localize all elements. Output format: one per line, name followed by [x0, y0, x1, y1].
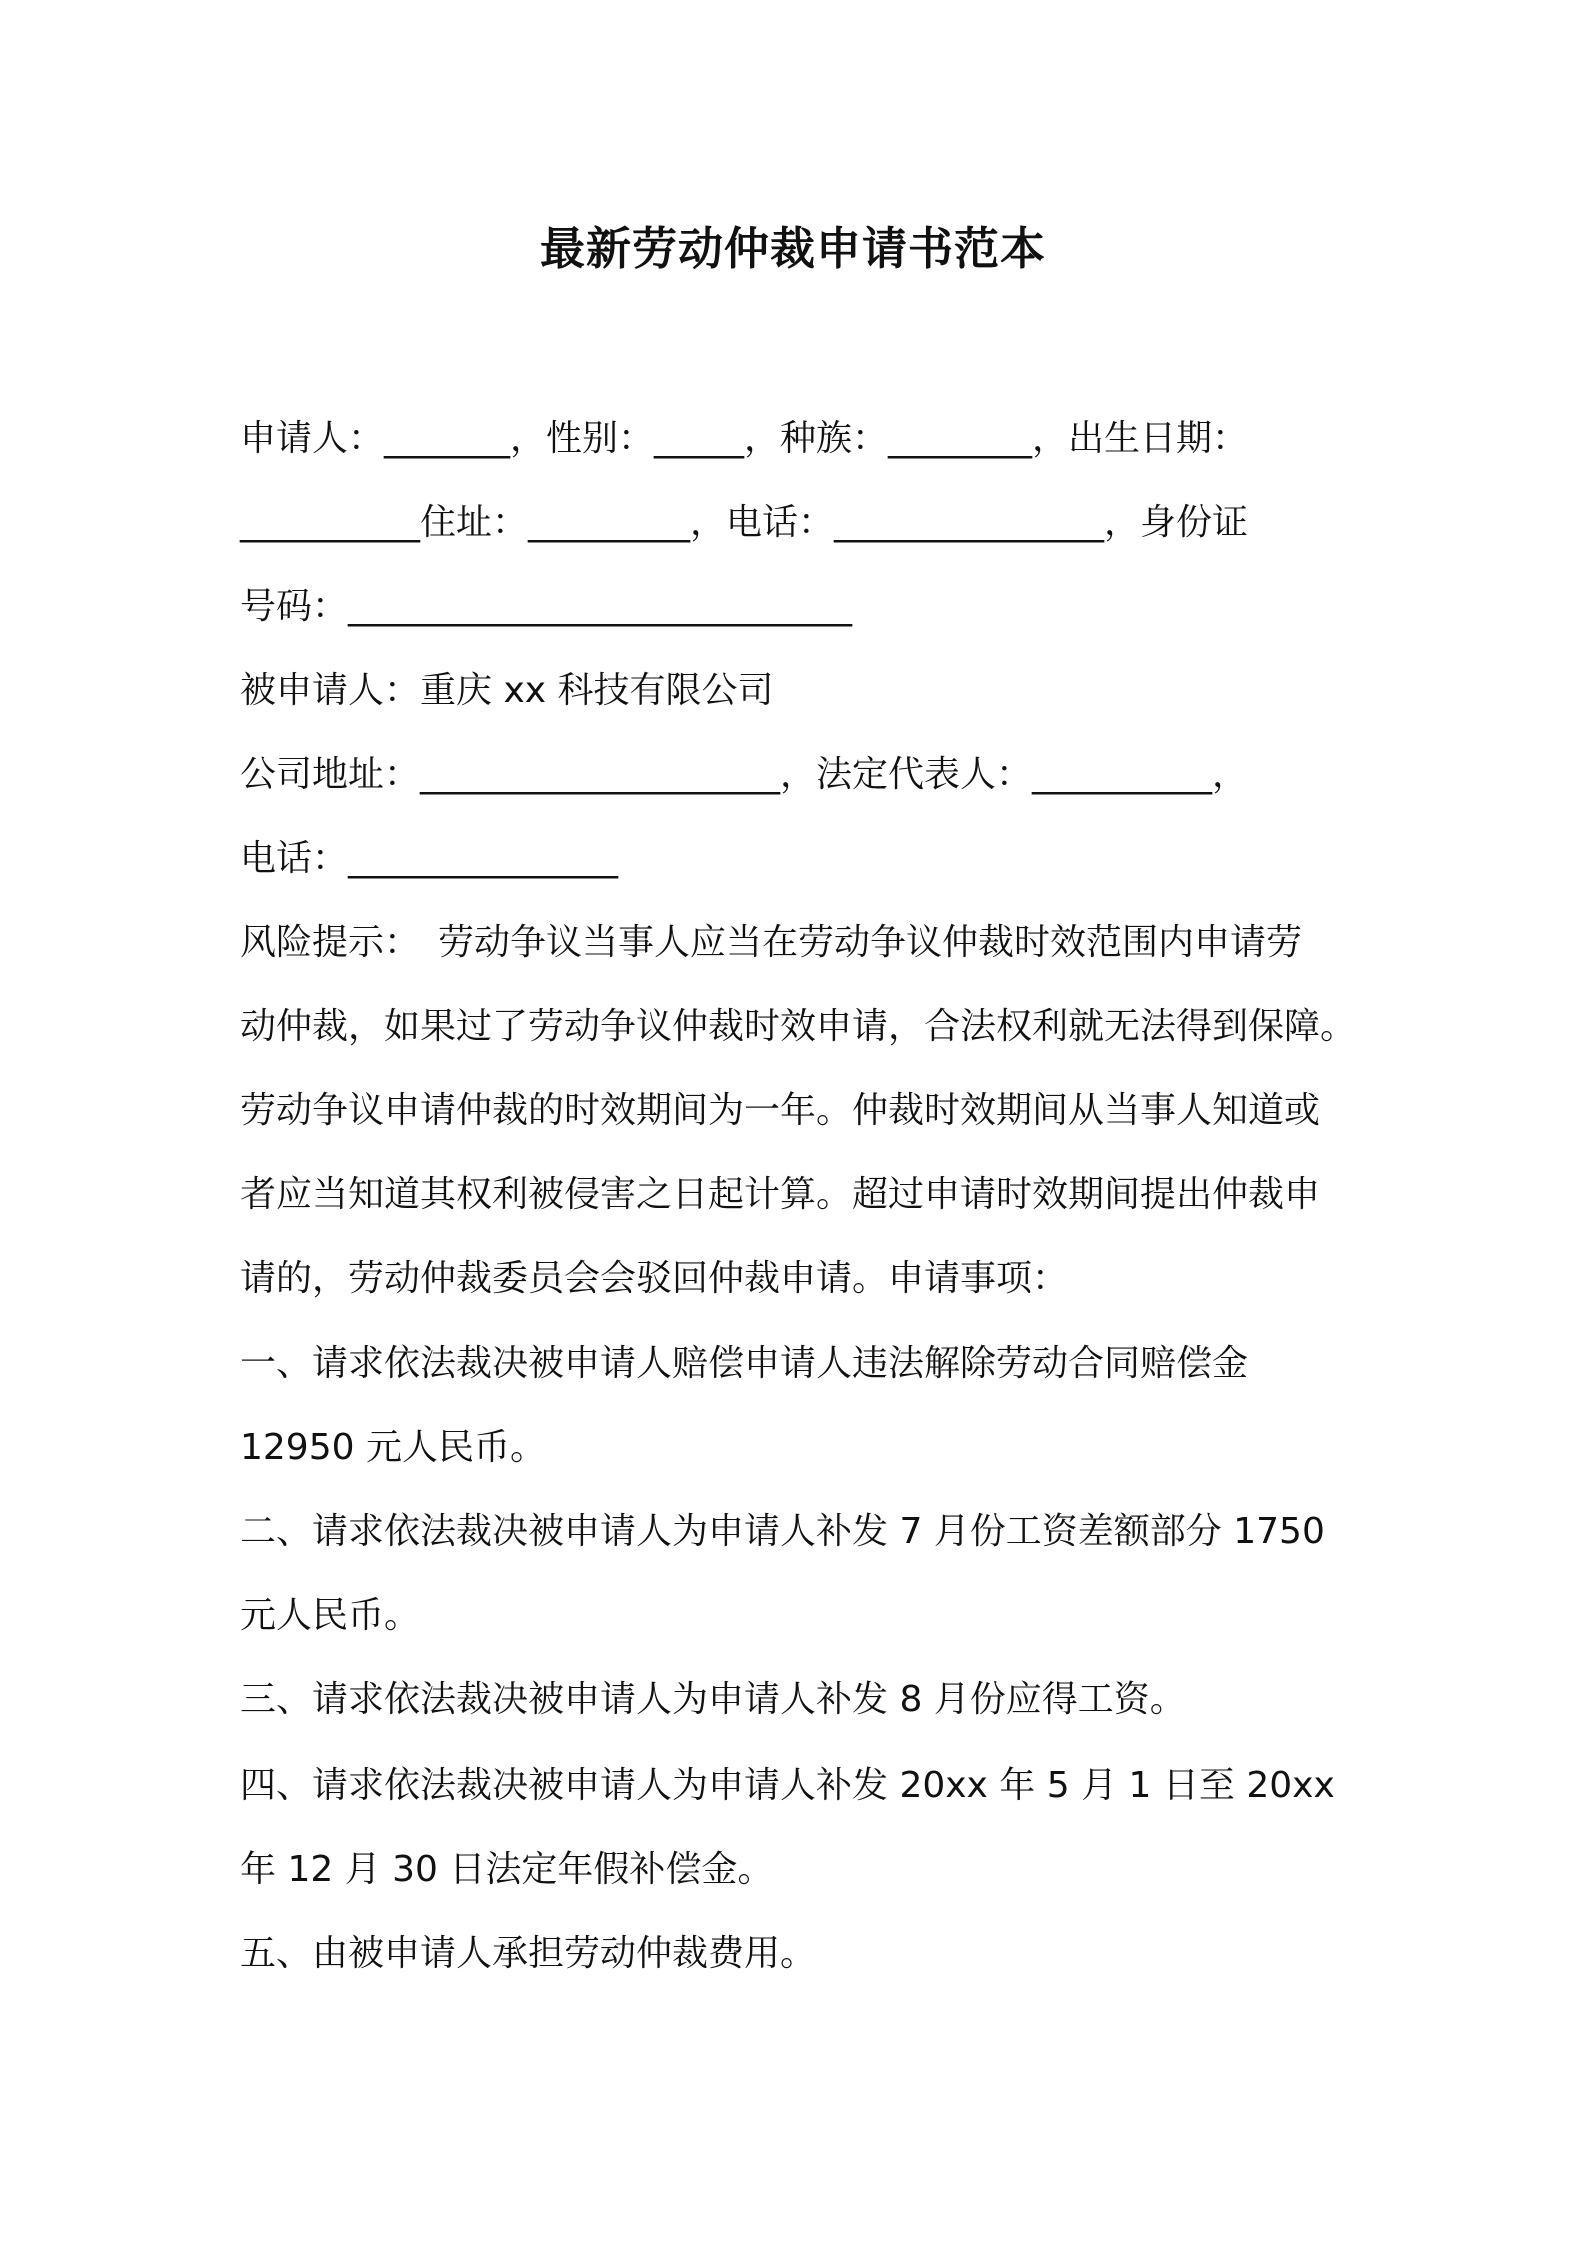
- claim-line: 五、由被申请人承担劳动仲裁费用。: [240, 1933, 817, 1974]
- claim-4: [240, 1744, 1360, 1912]
- risk-line: 动仲裁，如果过了劳动争议仲裁时效申请，合法权利就无法得到保障。: [240, 1006, 1357, 1047]
- applicant-line: __________住址：_________，电话：_______________，身份证: [240, 502, 1249, 543]
- claim-line: 一、请求依法裁决被申请人赔偿申请人违法解除劳动合同赔偿金: [240, 1343, 1249, 1384]
- claim-line: 元人民币。: [240, 1595, 421, 1636]
- respondent-section: [240, 649, 1360, 901]
- claim-line: 四、请求依法裁决被申请人为申请人补发 20xx 年 5 月 1 日至 20xx: [240, 1765, 1335, 1806]
- company-line: 公司地址：____________________，法定代表人：__________，: [240, 754, 1249, 795]
- claim-line: 12950 元人民币。: [240, 1427, 546, 1468]
- applicant-line: 申请人：_______，性别：_____，种族：________，出生日期：: [240, 418, 1249, 459]
- applicant-line: 号码：____________________________: [240, 586, 853, 627]
- claim-3: [240, 1658, 1360, 1742]
- applicant-section: [240, 397, 1360, 649]
- claim-line: 年 12 月 30 日法定年假补偿金。: [240, 1849, 774, 1890]
- company-line: 电话：_______________: [240, 838, 619, 879]
- claim-line: 三、请求依法裁决被申请人为申请人补发 8 月份应得工资。: [240, 1679, 1186, 1720]
- claim-1: [240, 1322, 1360, 1490]
- risk-line: 者应当知道其权利被侵害之日起计算。超过申请时效期间提出仲裁申: [240, 1174, 1321, 1215]
- claim-2: [240, 1490, 1360, 1658]
- risk-line: 请的，劳动仲裁委员会会驳回仲裁申请。申请事项：: [240, 1258, 1069, 1299]
- claim-line: 二、请求依法裁决被申请人为申请人补发 7 月份工资差额部分 1750: [240, 1511, 1325, 1552]
- risk-line: 风险提示： 劳动争议当事人应当在劳动争议仲裁时效范围内申请劳: [240, 922, 1303, 963]
- risk-notice: [240, 901, 1360, 1321]
- claim-5: [240, 1912, 1360, 1996]
- document-title: 最新劳动仲裁申请书范本: [539, 222, 1046, 275]
- risk-line: 劳动争议申请仲裁的时效期间为一年。仲裁时效期间从当事人知道或: [240, 1090, 1321, 1131]
- respondent-line: 被申请人：重庆 xx 科技有限公司: [240, 670, 774, 711]
